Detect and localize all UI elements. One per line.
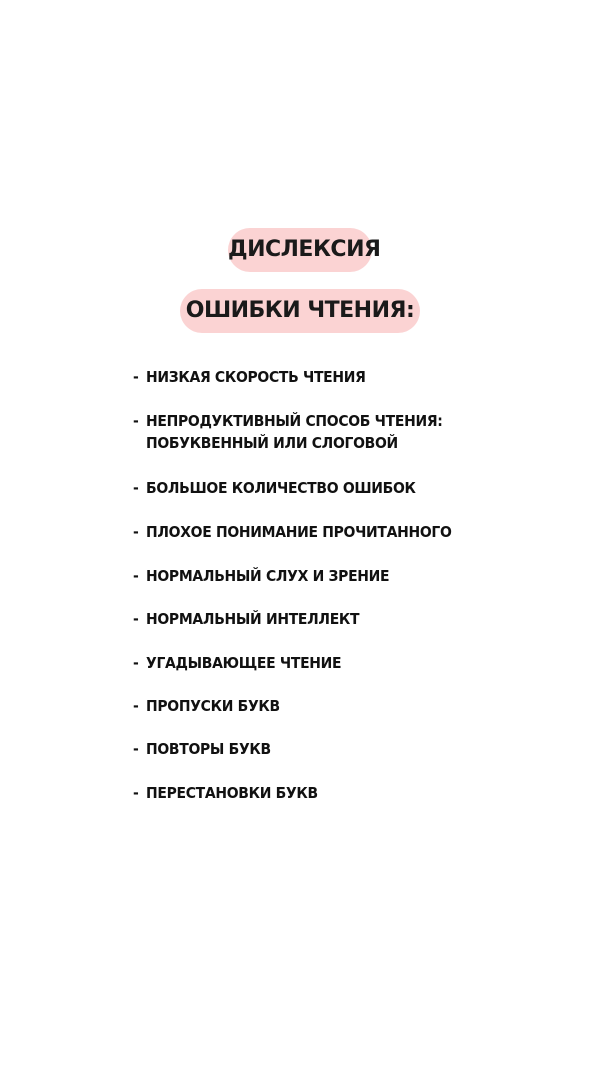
list-item-text: НЕПРОДУКТИВНЫЙ СПОСОБ ЧТЕНИЯ: — [146, 412, 443, 430]
bullet-dash: - — [133, 567, 139, 585]
list-item — [133, 410, 443, 454]
list-item — [133, 695, 280, 717]
bullet-dash: - — [133, 523, 139, 541]
list-item — [133, 782, 318, 804]
bullet-dash: - — [133, 610, 139, 628]
list-item — [133, 565, 389, 587]
list-item-text: ПРОПУСКИ БУКВ — [146, 697, 280, 715]
list-item-text-continued: ПОБУКВЕННЫЙ ИЛИ СЛОГОВОЙ — [146, 434, 398, 452]
list-item-text: БОЛЬШОЕ КОЛИЧЕСТВО ОШИБОК — [146, 479, 416, 497]
bullet-dash: - — [133, 740, 139, 758]
list-item — [133, 652, 341, 674]
list-item-text: УГАДЫВАЮЩЕЕ ЧТЕНИЕ — [146, 654, 342, 672]
bullet-dash: - — [133, 784, 139, 802]
list-item-text: ПЛОХОЕ ПОНИМАНИЕ ПРОЧИТАННОГО — [146, 523, 452, 541]
title-pill — [228, 228, 381, 272]
list-item — [133, 366, 366, 388]
list-item — [133, 608, 359, 630]
list-item-text: НИЗКАЯ СКОРОСТЬ ЧТЕНИЯ — [146, 368, 366, 386]
page-subtitle: ОШИБКИ ЧТЕНИЯ: — [185, 298, 415, 323]
bullet-dash: - — [133, 412, 139, 430]
page-title: ДИСЛЕКСИЯ — [228, 237, 381, 262]
list-item-text: НОРМАЛЬНЫЙ СЛУХ И ЗРЕНИЕ — [146, 567, 390, 585]
list-item-text: ПОВТОРЫ БУКВ — [146, 740, 271, 758]
bullet-dash: - — [133, 479, 139, 497]
list-item-text: ПЕРЕСТАНОВКИ БУКВ — [146, 784, 318, 802]
bullet-dash: - — [133, 368, 139, 386]
subtitle-pill — [180, 289, 420, 333]
list-item — [133, 477, 416, 499]
bullet-dash: - — [133, 654, 139, 672]
list-item — [133, 738, 271, 760]
list-item-text: НОРМАЛЬНЫЙ ИНТЕЛЛЕКТ — [146, 610, 360, 628]
list-item — [133, 521, 452, 543]
bullet-dash: - — [133, 697, 139, 715]
